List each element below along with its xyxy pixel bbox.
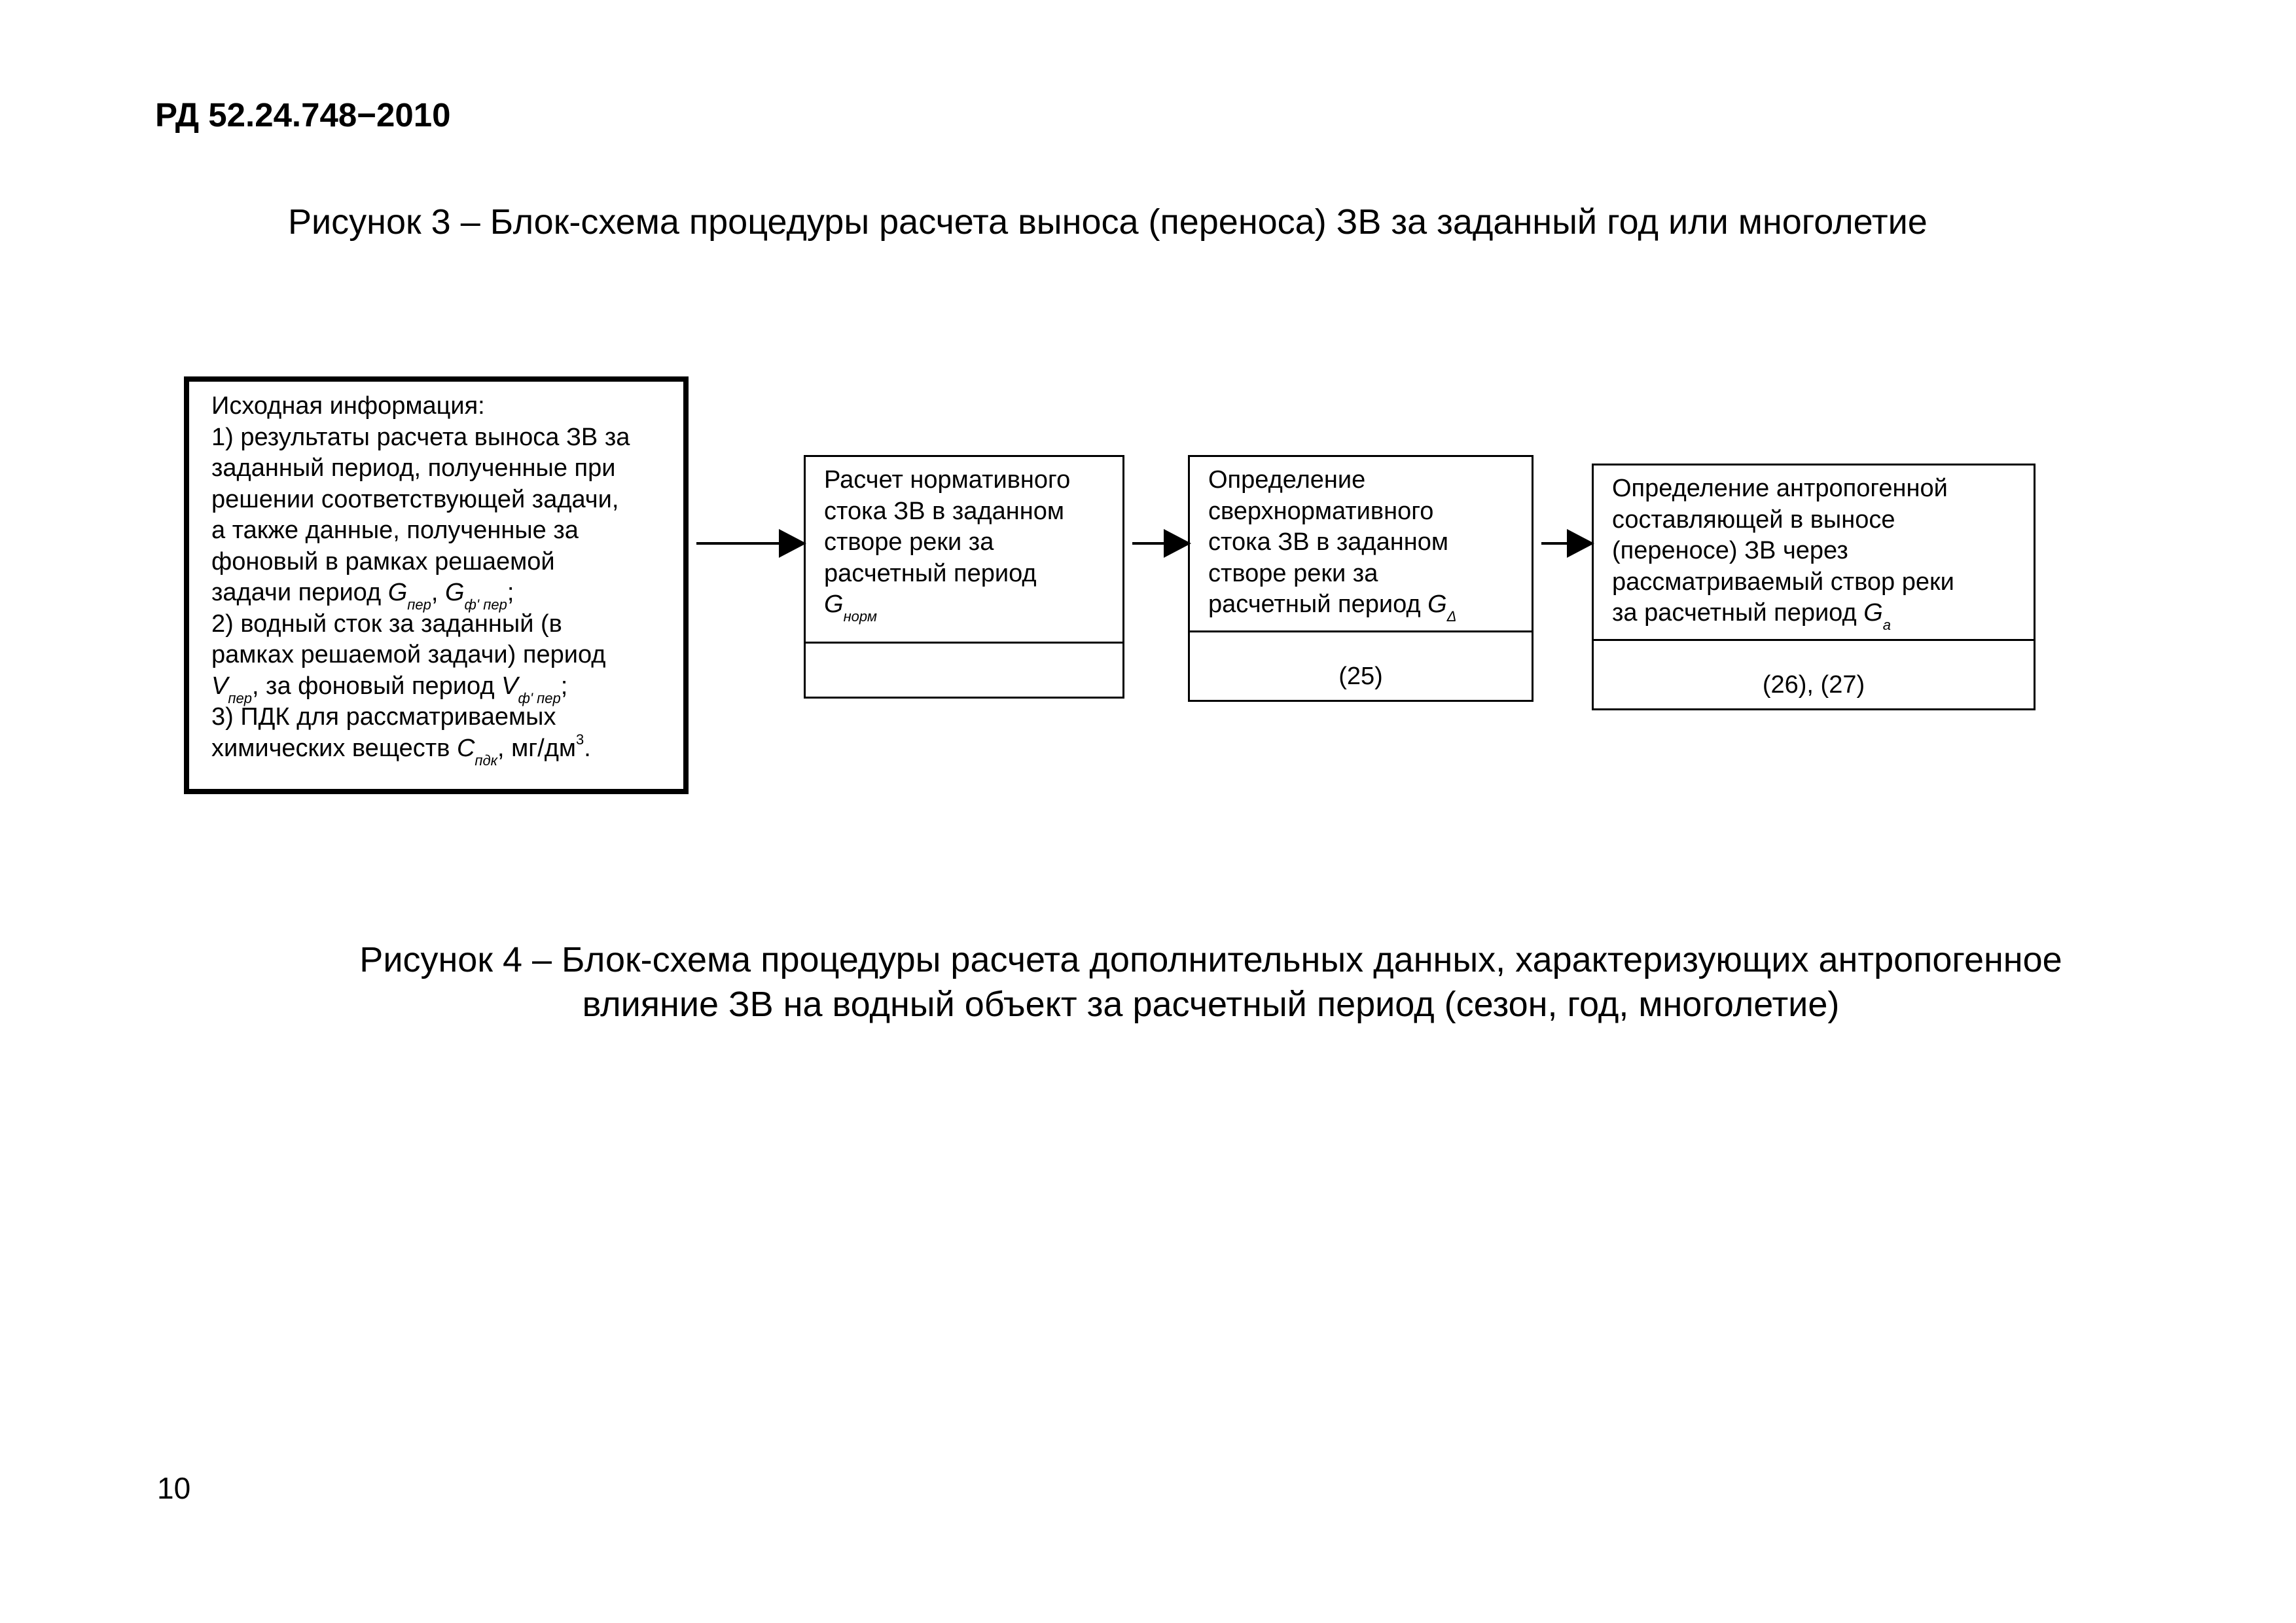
source-item1-line5: фоновый в рамках решаемой bbox=[211, 547, 555, 575]
box-anthro-line3: (переносе) ЗВ через bbox=[1612, 537, 1848, 564]
excess-runoff-box bbox=[1188, 455, 1534, 702]
figure-4-caption bbox=[196, 938, 2225, 1027]
source-item1-line6: задачи период $G_{пер}$, $G_{ф' пер}$; bbox=[211, 579, 514, 613]
figure-4-caption-line1: Рисунок 4 – Блок-схема процедуры расчета дополнительных данных, характеризующих антропогенное bbox=[359, 940, 2062, 979]
box-excess-line3: стока ЗВ в заданном bbox=[1208, 528, 1448, 556]
c-symbol: C bbox=[456, 734, 475, 762]
figure-4-caption-line2: влияние ЗВ на водный объект за расчетный период (сезон, год, многолетие) bbox=[582, 985, 1840, 1024]
v-symbol-bg: V bbox=[501, 672, 518, 700]
g-delta-symbol: G bbox=[1427, 591, 1447, 618]
box-excess-line1: Определение bbox=[1208, 466, 1366, 494]
source-item2-line3: $V_{пер}$, за фоновый период $V_{ф' пер}$; bbox=[211, 672, 568, 706]
normative-runoff-box bbox=[804, 455, 1124, 699]
anthropogenic-component-description bbox=[1594, 465, 2034, 641]
box-excess-line2: сверхнормативного bbox=[1208, 497, 1434, 525]
anthropogenic-component-formula-ref: (26), (27) bbox=[1762, 671, 1865, 699]
v-sub-bg: ф' пер bbox=[518, 689, 561, 706]
c-sub: пдк bbox=[475, 752, 498, 769]
box-norm-line4: расчетный период bbox=[824, 559, 1037, 587]
g-sub-per: пер bbox=[407, 596, 431, 613]
source-item1-line1: 1) результаты расчета выноса ЗВ за bbox=[211, 423, 630, 451]
box-norm-line2: стока ЗВ в заданном bbox=[824, 497, 1064, 525]
g-norm-sub: норм bbox=[843, 608, 877, 625]
g-symbol: G bbox=[387, 579, 408, 606]
arrow-excess-to-anthro bbox=[1541, 529, 1594, 558]
box-excess-line4: створе реки за bbox=[1208, 559, 1378, 587]
box-excess-line5: расчетный период $G_\Delta$ bbox=[1208, 591, 1457, 625]
figure-3-caption: Рисунок 3 – Блок-схема процедуры расчета выноса (переноса) ЗВ за заданный год или многолетие bbox=[288, 202, 1928, 242]
box-anthro-line1: Определение антропогенной bbox=[1612, 475, 1948, 502]
g-a-sub: а bbox=[1882, 617, 1892, 633]
g-a-symbol: G bbox=[1863, 599, 1883, 627]
box-anthro-line2: составляющей в выносе bbox=[1612, 505, 1895, 534]
page-number: 10 bbox=[157, 1471, 191, 1505]
box-norm-symbol-line bbox=[824, 589, 1116, 625]
g-norm-symbol: G bbox=[824, 591, 844, 618]
g-sub-bg: ф' пер bbox=[464, 596, 507, 613]
g-delta-sub: Δ bbox=[1446, 608, 1457, 625]
box-anthro-line4: рассматриваемый створ реки bbox=[1612, 568, 1954, 596]
source-info-box bbox=[184, 376, 689, 794]
source-item2-line2: рамках решаемой задачи) период bbox=[211, 641, 606, 668]
v-sub-per: пер bbox=[228, 689, 252, 706]
excess-runoff-formula-ref: (25) bbox=[1338, 663, 1383, 690]
source-item1-line4: а также данные, полученные за bbox=[211, 517, 579, 544]
source-item1-line3: решении соответствующей задачи, bbox=[211, 485, 619, 513]
unit-sup: 3 bbox=[576, 731, 584, 748]
box-norm-line3: створе реки за bbox=[824, 528, 994, 556]
source-item3-line1: 3) ПДК для рассматриваемых bbox=[211, 703, 556, 731]
box-anthro-line5: за расчетный период $G_а$ bbox=[1612, 599, 1892, 633]
source-item1-line2: заданный период, полученные при bbox=[211, 454, 616, 482]
v-symbol: V bbox=[211, 672, 228, 700]
anthropogenic-component-box bbox=[1592, 464, 2036, 710]
normative-runoff-description bbox=[806, 457, 1122, 644]
g-symbol-bg: G bbox=[444, 579, 465, 606]
box-norm-line1: Расчет нормативного bbox=[824, 466, 1071, 494]
excess-runoff-description bbox=[1190, 457, 1532, 632]
source-title: Исходная информация: bbox=[211, 392, 485, 420]
source-item3-line2: химических веществ $C_{пдк}$, $мг/дм^3$. bbox=[211, 731, 591, 769]
source-item2-line1: 2) водный сток за заданный (в bbox=[211, 610, 562, 638]
arrow-norm-to-excess bbox=[1132, 529, 1191, 558]
document-code: РД 52.24.748−2010 bbox=[155, 96, 451, 134]
arrow-source-to-norm bbox=[696, 529, 806, 558]
